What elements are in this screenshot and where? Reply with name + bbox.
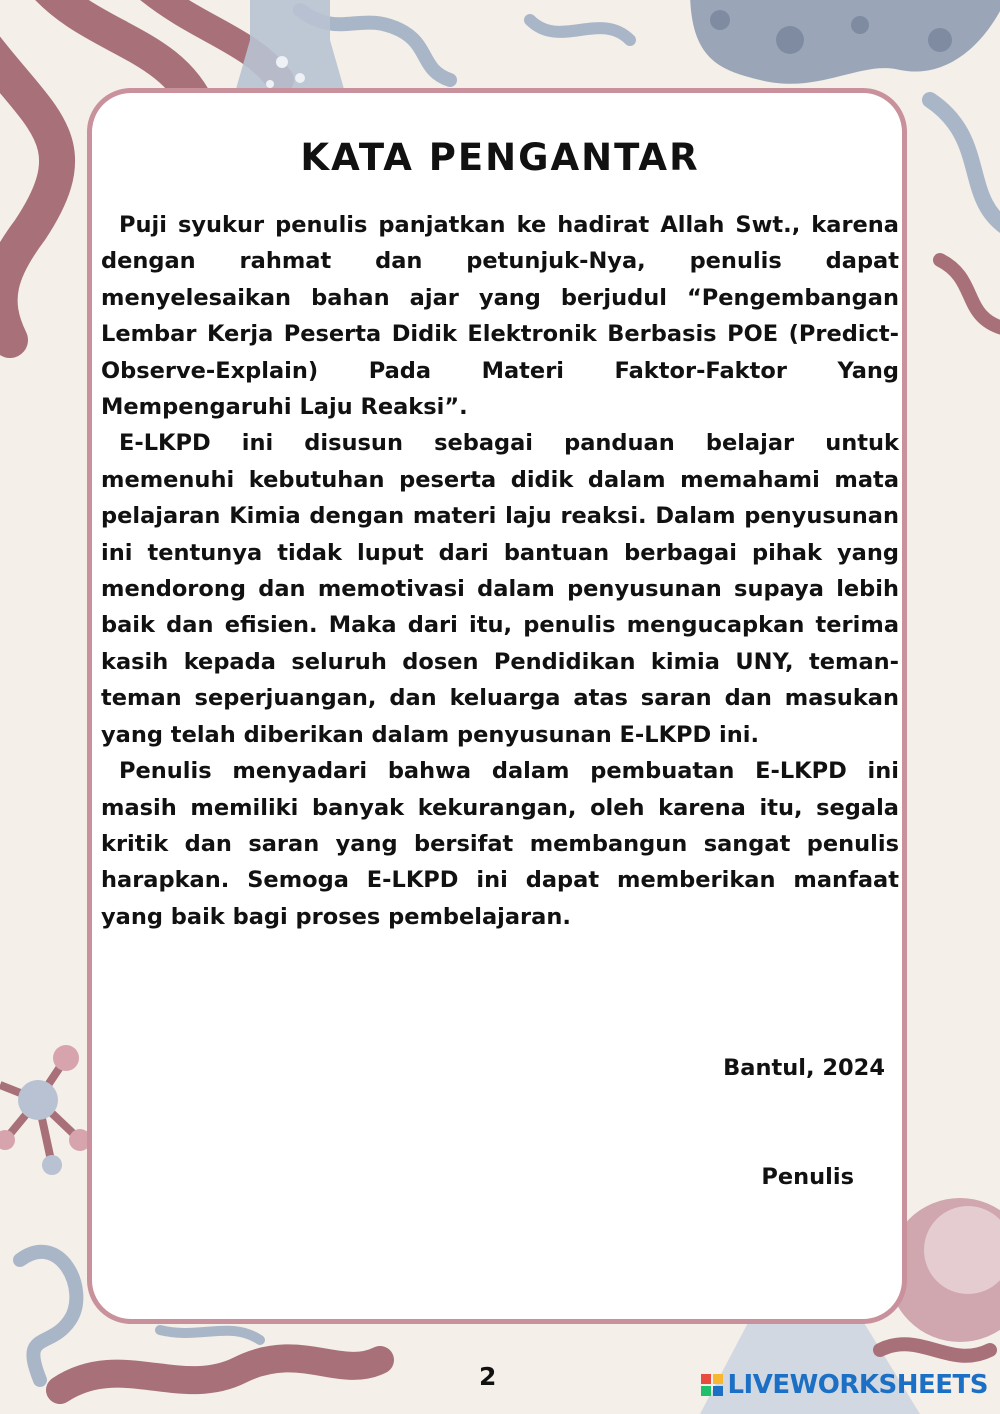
page-title: KATA PENGANTAR bbox=[300, 136, 700, 179]
page-number: 2 bbox=[479, 1362, 497, 1391]
author-signature-label: Penulis bbox=[761, 1164, 854, 1190]
preface-paragraph: Penulis menyadari bahwa dalam pembuatan E-LKPD ini masih memiliki banyak kekurangan, oleh karena itu, segala kritik dan saran yang bersifat membangun sangat penulis harapkan. Semoga E-LKPD ini dapat memberikan manfaat yang baik bagi proses pembelajaran. bbox=[101, 758, 899, 930]
spotted-blob bbox=[690, 0, 1000, 84]
blue-swirl bbox=[20, 1252, 76, 1380]
preface-paragraph: Puji syukur penulis panjatkan ke hadirat Allah Swt., karena dengan rahmat dan petunjuk-Nya, penulis dapat menyelesaikan bahan ajar yang berjudul “Pengembangan Lembar Kerja Peserta Didik Elektronik Berbasis POE (Predict-Observe-Explain) Pada Materi Faktor-Faktor Yang Mempengaruhi Laju Reaksi”. bbox=[101, 212, 899, 421]
mauve-swirl bbox=[940, 260, 1000, 330]
mauve-swirl bbox=[0, 40, 57, 340]
blue-swirl bbox=[160, 1330, 260, 1340]
watermark-text: LIVEWORKSHEETS bbox=[727, 1370, 988, 1400]
liveworksheets-watermark[interactable] bbox=[701, 1370, 988, 1400]
molecule-illustration bbox=[0, 1045, 91, 1175]
blue-swirl bbox=[530, 20, 630, 40]
preface-paragraph: E-LKPD ini disusun sebagai panduan belajar untuk memenuhi kebutuhan peserta didik dalam memahami mata pelajaran Kimia dengan materi laju reaksi. Dalam penyusunan ini tentunya tidak luput dari bantuan berbagai pihak yang mendorong dan memotivasi dalam penyusunan supaya lebih baik dan efisien. Maka dari itu, penulis mengucapkan terima kasih kepada seluruh dosen Pendidikan kimia UNY, teman-teman seperjuangan, dan keluarga atas saran dan masukan yang telah diberikan dalam penyusunan E-LKPD ini. bbox=[101, 430, 899, 748]
place-date: Bantul, 2024 bbox=[723, 1055, 885, 1081]
mauve-swirl bbox=[60, 1358, 380, 1390]
preface-body bbox=[101, 207, 899, 935]
liveworksheets-logo-icon bbox=[701, 1374, 723, 1396]
